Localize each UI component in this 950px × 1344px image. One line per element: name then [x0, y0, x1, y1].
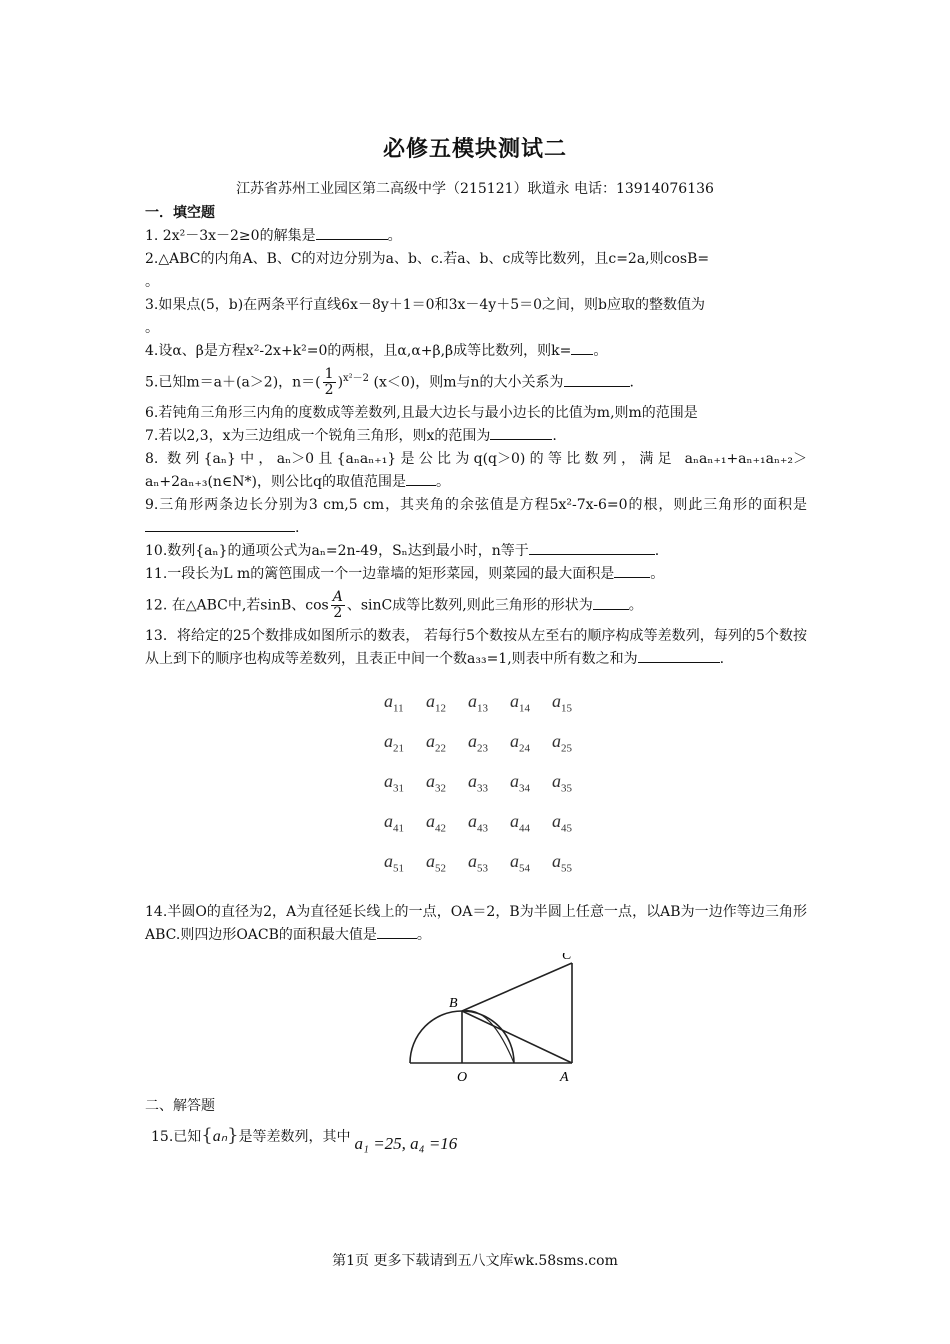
number-table-cell: $a_{11}$ [384, 690, 404, 715]
question-5-end: . [629, 374, 634, 391]
label-b: B [449, 996, 458, 1012]
number-table-cell: $a_{14}$ [510, 690, 530, 715]
page-subtitle: 江苏省苏州工业园区第二高级中学（215121）耿道永 电话：13914076136 [236, 181, 714, 197]
question-5-text-a: 5.已知m＝a＋(a＞2)，n＝( [145, 374, 321, 391]
answer-blank [529, 540, 655, 555]
fraction-denominator: 2 [333, 605, 343, 622]
semicircle-figure [405, 953, 585, 1085]
number-table-row [383, 765, 593, 805]
question-6 [145, 402, 807, 425]
answer-blank [490, 425, 552, 440]
number-table-row [383, 845, 593, 885]
question-7 [145, 425, 807, 448]
sequence-symbol: aₙ [212, 1128, 228, 1146]
question-9-end: . [295, 520, 300, 537]
question-8-end: 。 [435, 474, 450, 491]
answer-blank [593, 595, 629, 610]
section-heading-fill-in: 一．填空题 [145, 205, 215, 221]
fraction-one-half [323, 367, 336, 398]
question-9-text: 9.三角形两条边长分别为3 cm,5 cm，其夹角的余弦值是方程5x²-7x-6=0的根，则此三角形的面积是 [145, 497, 807, 514]
number-table-cell: $a_{54}$ [510, 850, 530, 875]
number-table [383, 685, 593, 885]
question-2 [145, 248, 807, 294]
question-12-text-a: 12. 在△ABC中,若sinB、cos [145, 597, 329, 614]
number-table-cell: $a_{55}$ [552, 850, 572, 875]
label-a: A [560, 1070, 569, 1086]
brace-left: { [201, 1125, 213, 1147]
number-table-cell: $a_{15}$ [552, 690, 572, 715]
number-table-cell: $a_{25}$ [552, 730, 572, 755]
number-table-cell: $a_{41}$ [384, 810, 404, 835]
question-5-exponent: x²－2 [343, 373, 370, 384]
fraction-numerator: A [332, 589, 343, 606]
question-3-text: 3.如果点(5，b)在两条平行直线6x－8y＋1＝0和3x－4y＋5＝0之间，则b应取的整数值为 [145, 297, 705, 313]
question-15 [145, 1124, 807, 1154]
number-table-cell: $a_{43}$ [468, 810, 488, 835]
question-1-text: 1. 2x²－3x－2≥0的解集是 [145, 228, 316, 244]
number-table-cell: $a_{22}$ [426, 730, 446, 755]
question-2-end: 。 [145, 274, 159, 290]
label-c: C [562, 953, 572, 964]
question-4 [145, 340, 807, 363]
number-table-cell: $a_{51}$ [384, 850, 404, 875]
question-1 [145, 225, 807, 248]
label-o: O [457, 1070, 468, 1086]
question-1-end: 。 [387, 228, 402, 244]
fraction-denominator: 2 [324, 382, 334, 399]
brace-right: } [227, 1125, 239, 1147]
answer-blank [571, 340, 593, 355]
question-10-text: 10.数列{aₙ}的通项公式为aₙ=2n-49，Sₙ达到最小时，n等于 [145, 543, 529, 560]
number-table-cell: $a_{45}$ [552, 810, 572, 835]
number-table-cell: $a_{32}$ [426, 770, 446, 795]
question-5-paren: ) [337, 374, 344, 391]
fraction-numerator: 1 [324, 366, 334, 383]
question-3 [145, 294, 807, 340]
question-5-text-c: (x＜0)，则m与n的大小关系为 [369, 374, 564, 391]
answer-blank [564, 372, 630, 387]
question-8-text: 8. 数列{aₙ}中，aₙ＞0且{aₙaₙ₊₁}是公比为q(q＞0)的等比数列，满足 aₙaₙ₊₁+aₙ₊₁aₙ₊₂＞aₙ+2aₙ₊₃(n∈N*)，则公比q的取值范围是 [145, 451, 807, 491]
question-11-text: 11.一段长为L m的篱笆围成一个一边靠墙的矩形菜园，则菜园的最大面积是 [145, 566, 615, 583]
answer-blank [614, 563, 650, 578]
question-4-end: 。 [593, 343, 608, 359]
question-15-text-b: 是等差数列，其中 [238, 1129, 351, 1146]
segment-ab [462, 1011, 572, 1063]
answer-blank [145, 517, 295, 532]
question-13-end: . [719, 651, 725, 668]
question-11-end: 。 [650, 566, 665, 583]
section-heading-solutions: 二、解答题 [145, 1098, 215, 1115]
number-table-row [383, 805, 593, 845]
number-table-cell: $a_{24}$ [510, 730, 530, 755]
number-table-cell: $a_{53}$ [468, 850, 488, 875]
answer-blank [638, 648, 720, 663]
number-table-cell: $a_{21}$ [384, 730, 404, 755]
question-12-text-b: 、sinC成等比数列,则此三角形的形状为 [346, 597, 593, 614]
fraction-a-over-2 [331, 590, 345, 621]
question-14-text: 14.半圆O的直径为2，A为直径延长线上的一点，OA＝2，B为半圆上任意一点，以AB为一边作等边三角形ABC.则四边形OACB的面积最大值是 [145, 904, 807, 944]
question-list [145, 202, 807, 1154]
question-7-end: . [552, 428, 557, 445]
number-table-cell: $a_{44}$ [510, 810, 530, 835]
number-table-row [383, 725, 593, 765]
question-10 [145, 540, 807, 563]
question-12 [145, 590, 807, 621]
number-table-cell: $a_{33}$ [468, 770, 488, 795]
segment-bc [462, 963, 572, 1011]
answer-blank [377, 924, 417, 939]
answer-blank [406, 471, 436, 486]
answer-blank [316, 225, 388, 240]
number-table-cell: $a_{31}$ [384, 770, 404, 795]
question-15-text-a: 15.已知 [151, 1129, 202, 1146]
number-table-cell: $a_{23}$ [468, 730, 488, 755]
question-13-text: 13．将给定的25个数排成如图所示的数表， 若每行5个数按从左至右的顺序构成等差数列，每列的5个数按从上到下的顺序也构成等差数列，且表正中间一个数a₃₃=1,则表中所有数之和为 [145, 628, 807, 668]
question-7-text: 7.若以2,3，x为三边组成一个锐角三角形，则x的范围为 [145, 428, 491, 445]
question-13 [145, 625, 807, 671]
question-15-formula: a₁ =25, a₄ =16 [354, 1134, 458, 1154]
question-12-end: 。 [628, 597, 643, 614]
number-table-cell: $a_{42}$ [426, 810, 446, 835]
number-table-row [383, 685, 593, 725]
number-table-cell: $a_{12}$ [426, 690, 446, 715]
question-6-text: 6.若钝角三角形三内角的度数成等差数列,且最大边长与最小边长的比值为m,则m的范围是 [145, 405, 698, 422]
question-10-end: . [654, 543, 660, 560]
page-footer: 第1页 更多下载请到五八文库wk.58sms.com [332, 1253, 618, 1269]
number-table-cell: $a_{34}$ [510, 770, 530, 795]
number-table-cell: $a_{13}$ [468, 690, 488, 715]
question-2-text: 2.△ABC的内角A、B、C的对边分别为a、b、c.若a、b、c成等比数列，且c=2a,则cosB= [145, 251, 710, 267]
number-table-cell: $a_{35}$ [552, 770, 572, 795]
question-9 [145, 494, 807, 540]
question-14-end: 。 [416, 927, 431, 944]
question-11 [145, 563, 807, 586]
question-14 [145, 901, 807, 947]
question-8 [145, 448, 807, 494]
question-3-end: 。 [145, 320, 159, 336]
question-5 [145, 367, 807, 398]
question-4-text: 4.设α、β是方程x²-2x+k²=0的两根，且α,α+β,β成等比数列，则k= [145, 343, 572, 359]
page-title: 必修五模块测试二 [382, 136, 567, 162]
number-table-cell: $a_{52}$ [426, 850, 446, 875]
